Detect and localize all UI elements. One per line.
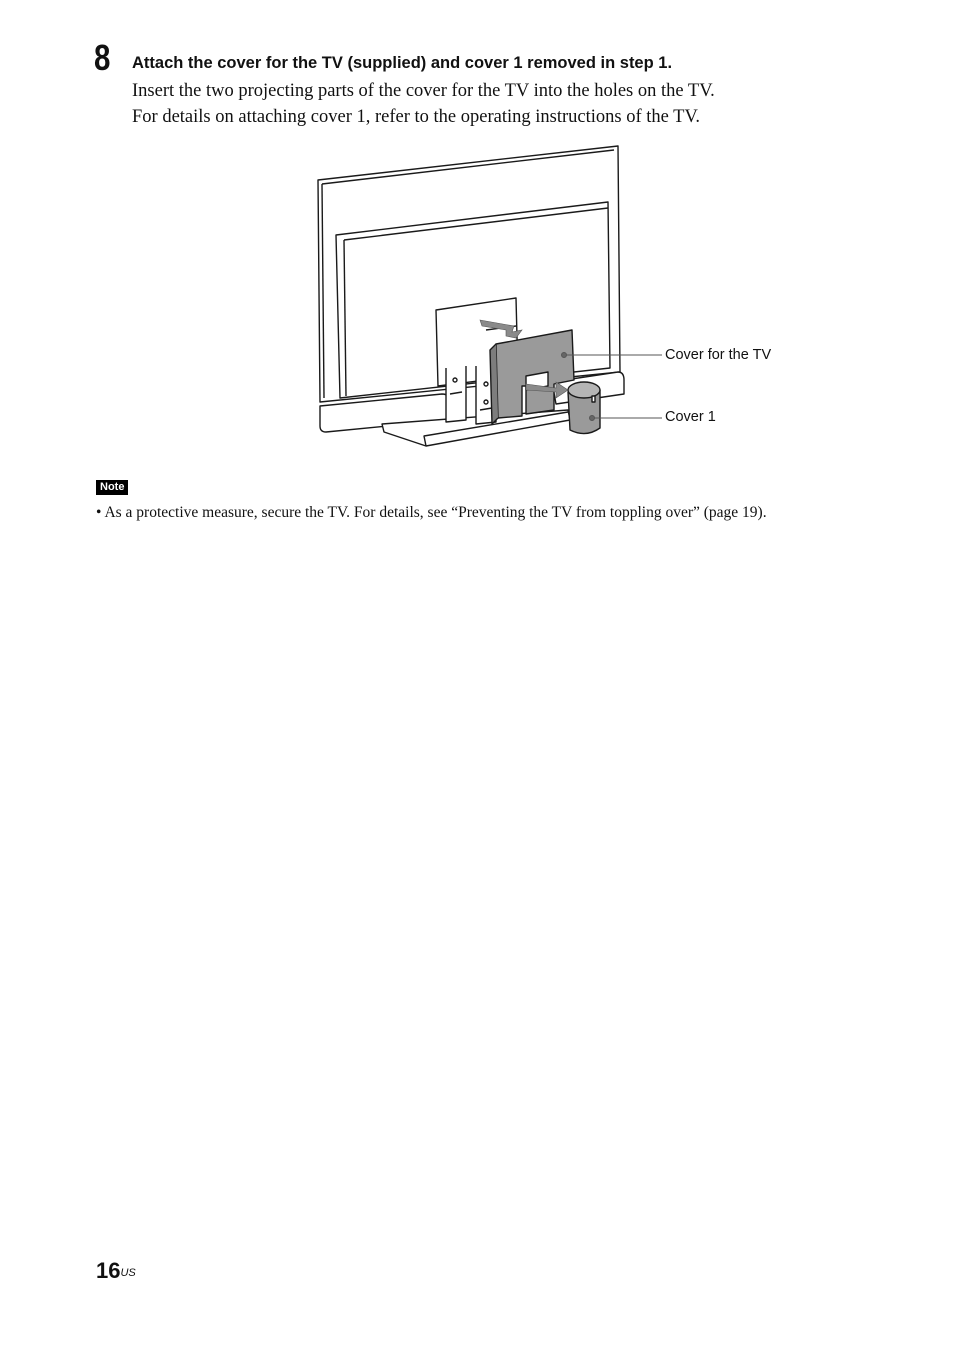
callout-tv-cover: Cover for the TV bbox=[665, 347, 772, 363]
instruction-line: For details on attaching cover 1, refer to the operating instructions of the TV. bbox=[132, 107, 701, 127]
instruction-line: Insert the two projecting parts of the cover for the TV into the holes on the TV. bbox=[132, 81, 715, 101]
page-number-value: 16 bbox=[96, 1258, 121, 1283]
page-number bbox=[96, 1258, 136, 1284]
note-badge: Note bbox=[96, 480, 128, 495]
step-number: 8 bbox=[94, 37, 111, 78]
note-item: • As a protective measure, secure the TV. For details, see “Preventing the TV from toppling over” (page 19). bbox=[96, 504, 767, 521]
tv-cover-illustration bbox=[300, 140, 670, 455]
page-region-suffix: US bbox=[120, 1267, 136, 1279]
step-heading: Attach the cover for the TV (supplied) and cover 1 removed in step 1. bbox=[132, 54, 673, 72]
callout-cover1: Cover 1 bbox=[665, 409, 716, 425]
